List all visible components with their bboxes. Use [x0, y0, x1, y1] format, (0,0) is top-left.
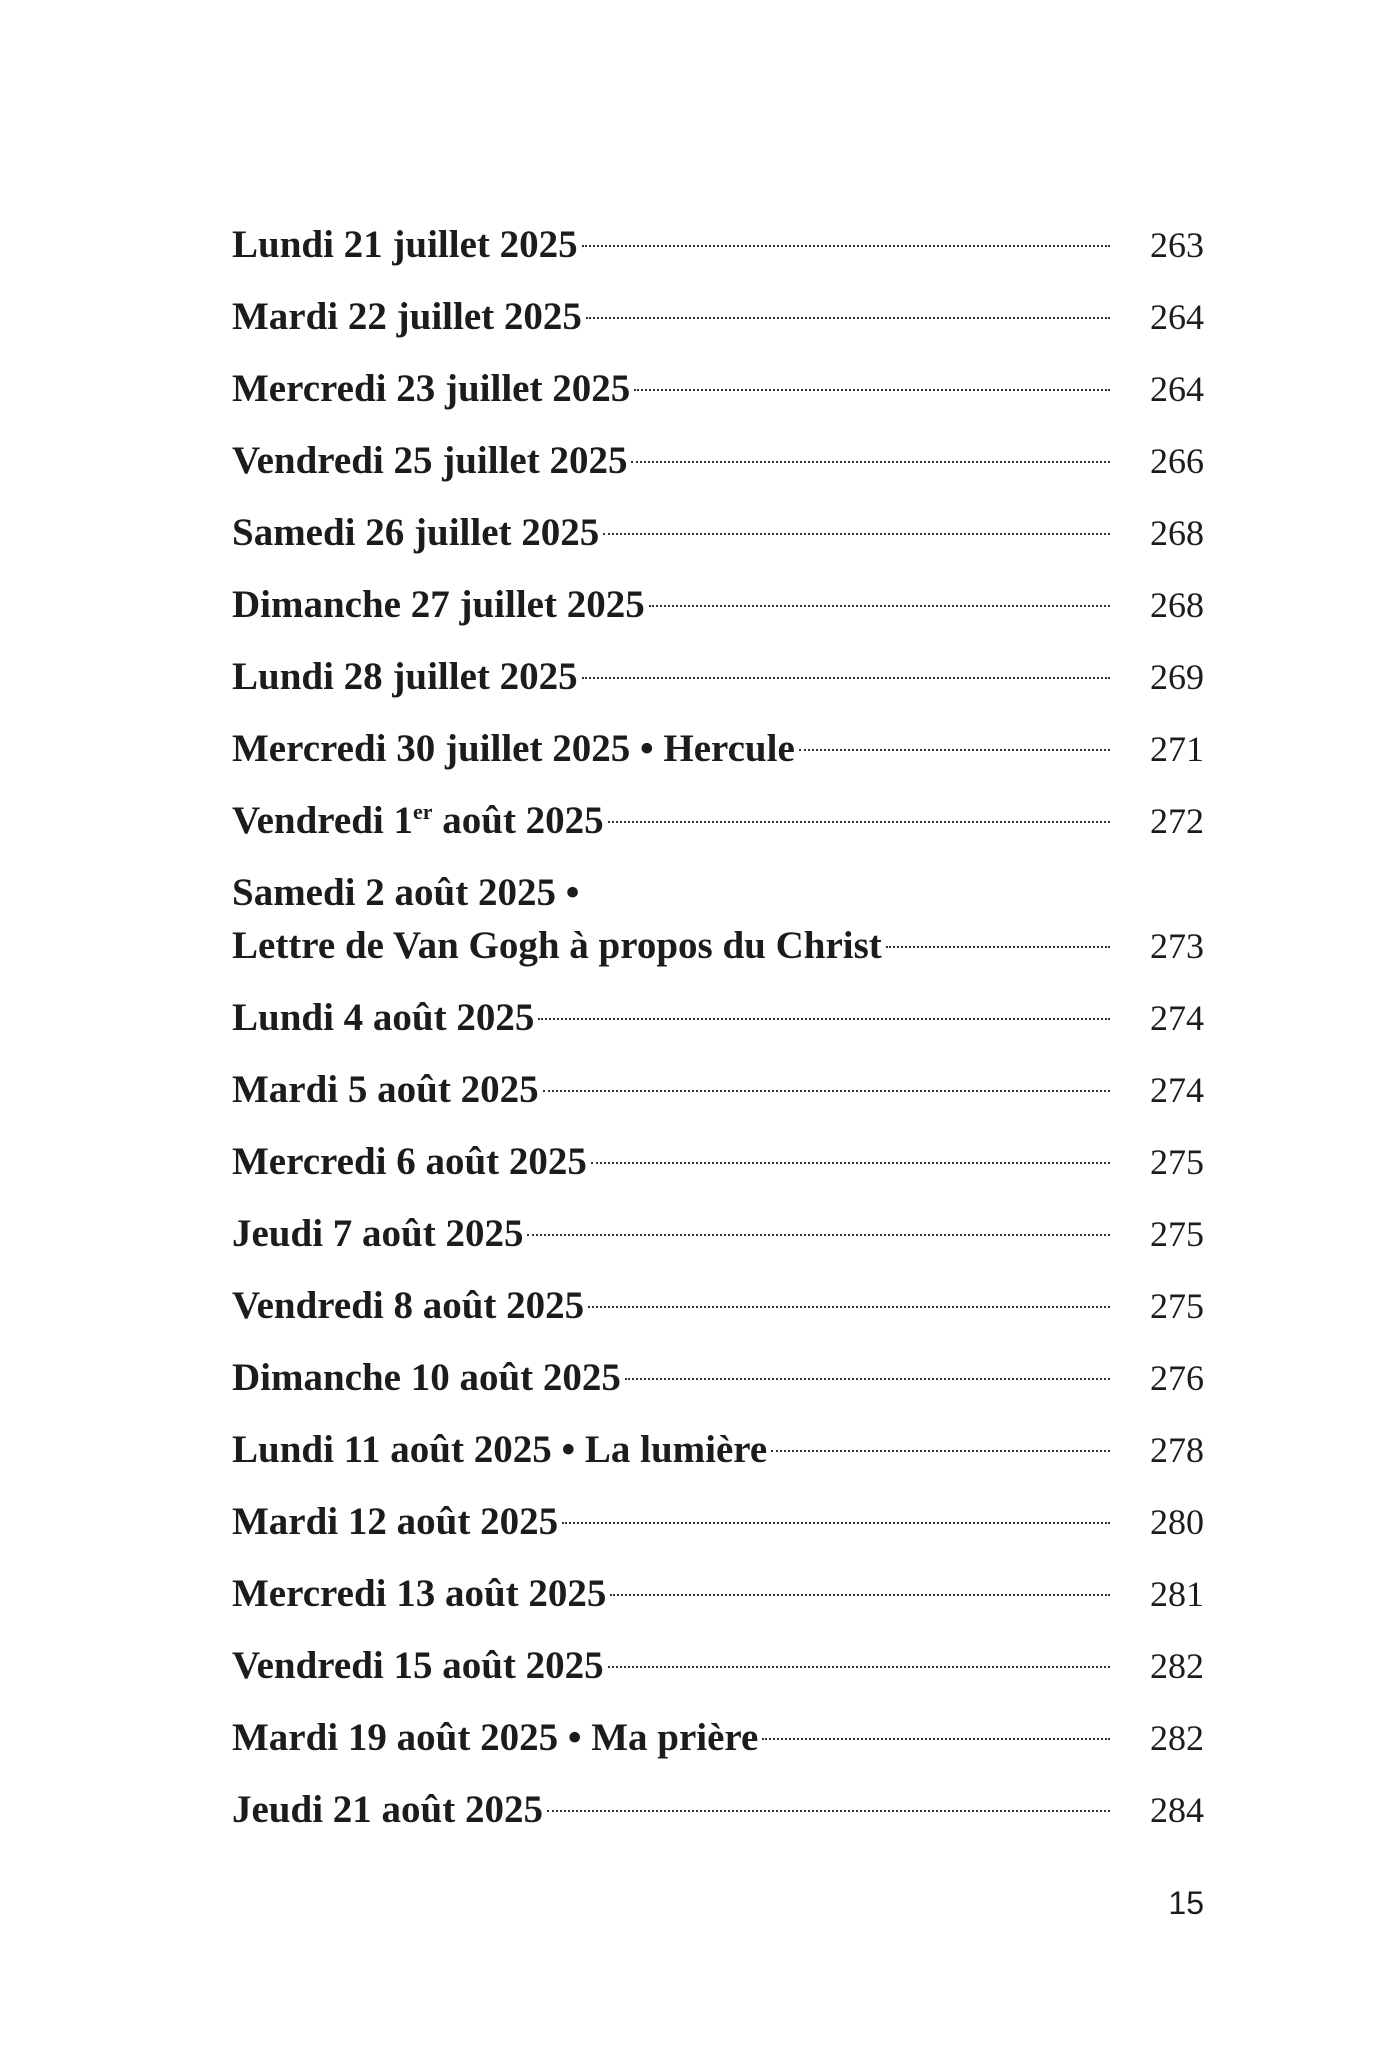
- toc-entry-title: Mercredi 23 juillet 2025: [232, 367, 631, 410]
- toc-entry-page: 268: [1150, 513, 1204, 553]
- toc-entry[interactable]: [232, 218, 1204, 272]
- dot-leader: [562, 1522, 1110, 1524]
- toc-entry-page: 264: [1150, 297, 1204, 337]
- ordinal-superscript: er: [412, 799, 433, 824]
- dot-leader: [634, 389, 1110, 391]
- toc-entry-title: Jeudi 21 août 2025: [232, 1788, 543, 1831]
- toc-entry-page: 280: [1150, 1502, 1204, 1542]
- toc-entry-title: Mercredi 6 août 2025: [232, 1140, 587, 1183]
- toc-entry[interactable]: [232, 866, 1204, 973]
- toc-entry-title: Mardi 19 août 2025 • Ma prière: [232, 1716, 759, 1759]
- dot-leader: [886, 946, 1110, 948]
- toc-entry-title: Mardi 22 juillet 2025: [232, 295, 582, 338]
- toc-entry-page: 272: [1150, 801, 1204, 841]
- dot-leader: [649, 605, 1110, 607]
- toc-entry[interactable]: [232, 722, 1204, 776]
- toc-entry-title: Lundi 4 août 2025: [232, 996, 535, 1039]
- toc-entry[interactable]: [232, 991, 1204, 1045]
- toc-entry-title: Mardi 12 août 2025: [232, 1500, 559, 1543]
- toc-entry-title: Mercredi 13 août 2025: [232, 1572, 607, 1615]
- page-number: 15: [1168, 1885, 1204, 1921]
- toc-entry-page: 282: [1150, 1718, 1204, 1758]
- toc-entry-page: 275: [1150, 1286, 1204, 1326]
- toc-entry-page: 282: [1150, 1646, 1204, 1686]
- dot-leader: [591, 1162, 1110, 1164]
- dot-leader: [538, 1018, 1110, 1020]
- toc-entry-page: 274: [1150, 998, 1204, 1038]
- toc-entry-title: [232, 794, 604, 847]
- toc-entry-page: 269: [1150, 657, 1204, 697]
- toc-entry[interactable]: [232, 794, 1204, 848]
- toc-entry-title: Jeudi 7 août 2025: [232, 1212, 524, 1255]
- dot-leader: [625, 1378, 1110, 1380]
- dot-leader: [608, 1666, 1110, 1668]
- toc-entry[interactable]: [232, 1207, 1204, 1261]
- toc-entry[interactable]: [232, 1567, 1204, 1621]
- dot-leader: [547, 1810, 1110, 1812]
- dot-leader: [762, 1738, 1110, 1740]
- dot-leader: [603, 533, 1110, 535]
- toc-entry[interactable]: [232, 290, 1204, 344]
- toc-entry[interactable]: [232, 650, 1204, 704]
- toc-entry-page: 281: [1150, 1574, 1204, 1614]
- toc-entry-title: Samedi 26 juillet 2025: [232, 511, 600, 554]
- table-of-contents: [232, 218, 1204, 1855]
- toc-entry-title: Vendredi 15 août 2025: [232, 1644, 604, 1687]
- toc-entry-title: Lundi 11 août 2025 • La lumière: [232, 1428, 768, 1471]
- toc-entry-title: Vendredi 8 août 2025: [232, 1284, 585, 1327]
- toc-entry[interactable]: [232, 1063, 1204, 1117]
- dot-leader: [610, 1594, 1110, 1596]
- toc-entry-page: 268: [1150, 585, 1204, 625]
- toc-entry[interactable]: [232, 362, 1204, 416]
- dot-leader: [608, 821, 1110, 823]
- toc-entry-title: Lettre de Van Gogh à propos du Christ: [232, 924, 882, 967]
- toc-entry-page: 278: [1150, 1430, 1204, 1470]
- toc-entry[interactable]: [232, 1351, 1204, 1405]
- toc-entry-page: 275: [1150, 1214, 1204, 1254]
- toc-entry[interactable]: [232, 506, 1204, 560]
- toc-entry[interactable]: [232, 1495, 1204, 1549]
- dot-leader: [527, 1234, 1110, 1236]
- dot-leader: [771, 1450, 1110, 1452]
- toc-entry[interactable]: [232, 1639, 1204, 1693]
- toc-entry[interactable]: [232, 578, 1204, 632]
- toc-entry-page: 263: [1150, 225, 1204, 265]
- toc-entry-page: 264: [1150, 369, 1204, 409]
- toc-entry[interactable]: [232, 1783, 1204, 1837]
- toc-entry[interactable]: [232, 1711, 1204, 1765]
- toc-entry-title: Lundi 28 juillet 2025: [232, 655, 578, 698]
- toc-entry-title-line1: Samedi 2 août 2025 •: [232, 871, 580, 914]
- toc-entry-page: 266: [1150, 441, 1204, 481]
- dot-leader: [588, 1306, 1110, 1308]
- toc-entry[interactable]: [232, 1423, 1204, 1477]
- toc-entry-page: 274: [1150, 1070, 1204, 1110]
- dot-leader: [586, 317, 1110, 319]
- toc-entry-title-start: Vendredi 1: [232, 799, 413, 842]
- toc-entry-page: 273: [1150, 926, 1204, 966]
- toc-entry-title: Mercredi 30 juillet 2025 • Hercule: [232, 727, 795, 770]
- toc-entry-title: Dimanche 27 juillet 2025: [232, 583, 645, 626]
- toc-entry-page: 271: [1150, 729, 1204, 769]
- toc-entry-page: 284: [1150, 1790, 1204, 1830]
- toc-entry[interactable]: [232, 1279, 1204, 1333]
- dot-leader: [543, 1090, 1110, 1092]
- toc-entry-title: Vendredi 25 juillet 2025: [232, 439, 628, 482]
- dot-leader: [631, 461, 1110, 463]
- toc-entry-title: Mardi 5 août 2025: [232, 1068, 539, 1111]
- toc-entry-page: 276: [1150, 1358, 1204, 1398]
- toc-entry-title-end: août 2025: [432, 799, 604, 842]
- dot-leader: [582, 245, 1110, 247]
- toc-entry-title: Lundi 21 juillet 2025: [232, 223, 578, 266]
- dot-leader: [799, 749, 1110, 751]
- dot-leader: [582, 677, 1110, 679]
- toc-entry[interactable]: [232, 434, 1204, 488]
- toc-entry[interactable]: [232, 1135, 1204, 1189]
- toc-entry-page: 275: [1150, 1142, 1204, 1182]
- toc-entry-title: Dimanche 10 août 2025: [232, 1356, 621, 1399]
